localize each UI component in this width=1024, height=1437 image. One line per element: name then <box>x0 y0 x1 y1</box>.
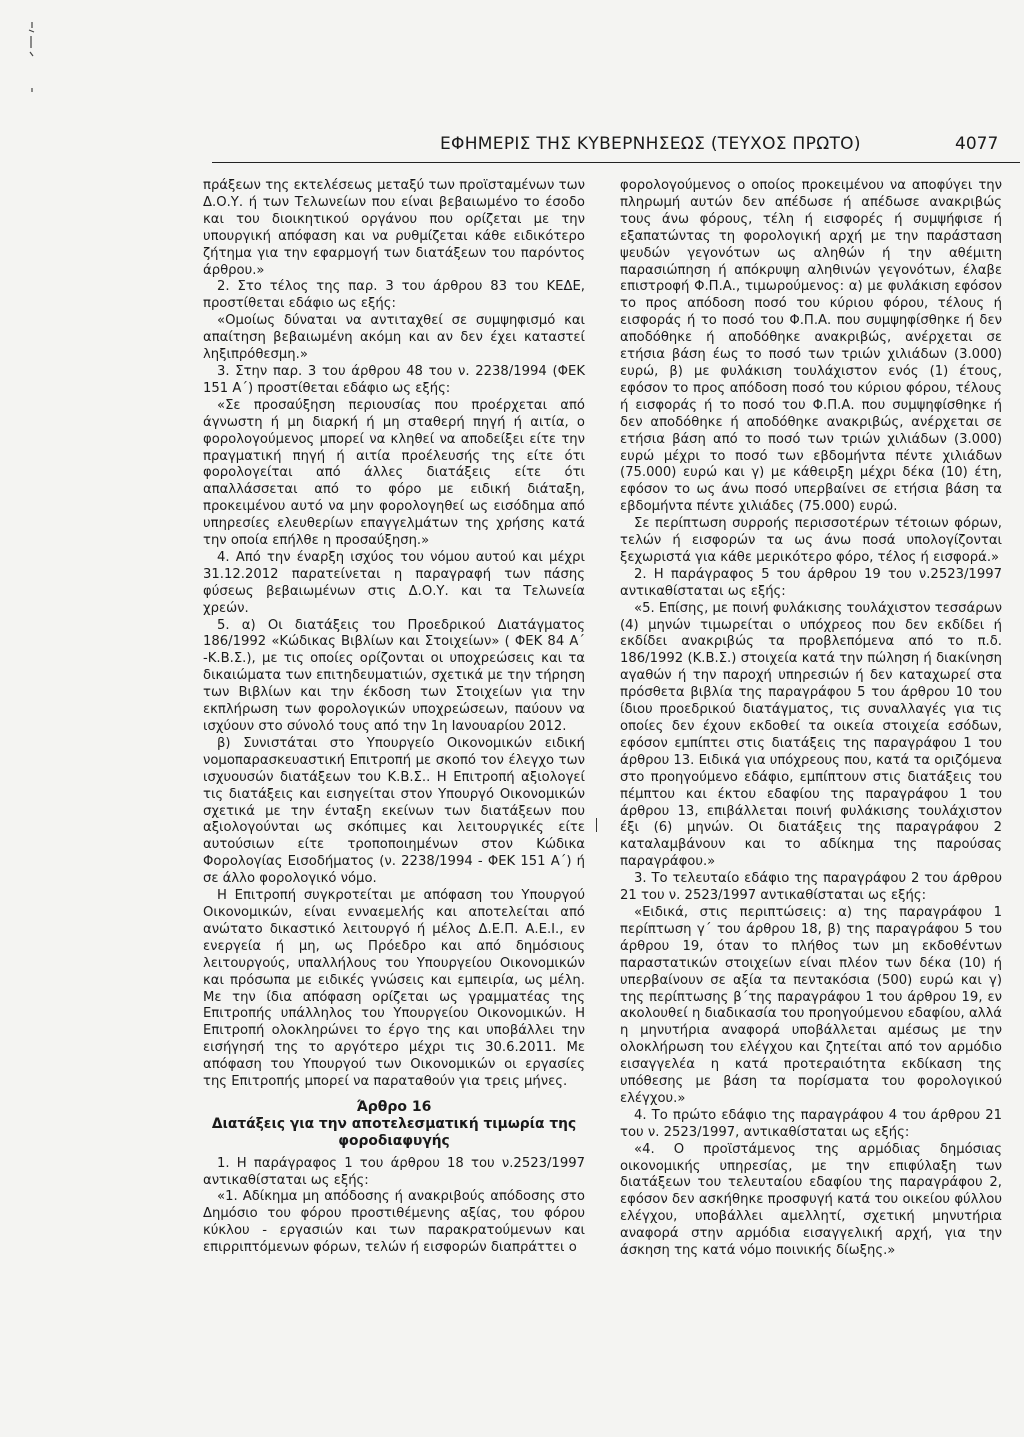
paragraph: 2. Η παράγραφος 5 του άρθρου 19 του ν.2523/1997 αντικαθίσταται ως εξής: <box>620 566 1002 599</box>
page-number: 4077 <box>955 134 999 154</box>
paragraph: 1. Η παράγραφος 1 του άρθρου 18 του ν.2523/1997 αντικαθίσταται ως εξής: <box>203 1155 585 1188</box>
article-heading: Διατάξεις για την αποτελεσματική τιμωρία της φοροδιαφυγής <box>211 1115 577 1149</box>
paragraph: «Ομοίως δύναται να αντιταχθεί σε συμψηφισμό και απαίτηση βεβαιωμένη ακόμη και αν δεν έχει καταστεί ληξιπρόθεσμη.» <box>203 313 585 363</box>
scan-mark-decoration <box>26 18 38 98</box>
margin-mark <box>596 818 597 832</box>
paragraph: «4. Ο προϊστάμενος της αρμόδιας δημόσιας οικονομικής υπηρεσίας, με την επιφύλαξη των διατάξεων του τελευταίου εδαφίου της παραγράφου 2, εφόσον δεν ασκήθηκε προσφυγή κατά του οικείου φύλλου ελέγχου, υποβάλλει αμελλητί, σχετική μηνυτήρια αναφορά στην αρμόδια εισαγγελική αρχή, για την άσκηση της κατά νόμο ποινικής δίωξης.» <box>620 1141 1002 1259</box>
paragraph: 2. Στο τέλος της παρ. 3 του άρθρου 83 του ΚΕΔΕ, προστίθεται εδάφιο ως εξής: <box>203 279 585 312</box>
paragraph: 3. Το τελευταίο εδάφιο της παραγράφου 2 του άρθρου 21 του ν. 2523/1997 αντικαθίσταται ως εξής: <box>620 871 1002 904</box>
paragraph: 4. Από την έναρξη ισχύος του νόμου αυτού και μέχρι 31.12.2012 παρατείνεται η παραγραφή των πάσης φύσεως βεβαιωμένων στις Δ.Ο.Υ. και τα Τελωνεία χρεών. <box>203 549 585 616</box>
page-header <box>0 128 1024 158</box>
paragraph: Η Επιτροπή συγκροτείται με απόφαση του Υπουργού Οικονομικών, είναι ενναεμελής και αποτελείται από ανώτατο δικαστικό λειτουργό ή μέλος Δ.Ε.Π. Α.Ε.Ι., εν ενεργεία ή μη, ως Πρόεδρο και από δημόσιους λειτουργούς, υπαλλήλους του Υπουργείου Οικονομικών και πρόσωπα με ειδικές γνώσεις και εμπειρία, ως μέλη. Με την ίδια απόφαση ορίζεται ως γραμματέας της Επιτροπής υπάλληλος του Υπουργείου Οικονομικών. Η Επιτροπή ολοκληρώνει το έργο της και υποβάλλει την εισήγησή της το αργότερο μέχρι τις 30.6.2011. Με απόφαση του Υπουργού των Οικονομικών οι εργασίες της Επιτροπής μπορεί να παραταθούν για τρεις μήνες. <box>203 888 585 1090</box>
paragraph: φορολογούμενος ο οποίος προκειμένου να αποφύγει την πληρωμή αυτών δεν απέδωσε ή απέδωσε ανακριβώς τους άνω φόρους, τέλη ή εισφορές ή συμψήφισε ή εξαπατώντας τη φορολογική αρχή με την παράσταση ψευδών γεγονότων ως αληθών ή την αθέμιτη παρασιώπηση ή απόκρυψη αληθινών γεγονότων, έλαβε επιστροφή Φ.Π.Α., τιμωρούμενος: α) με φυλάκιση εφόσον το προς απόδοση ποσό του κύριου φόρου, τέλους ή εισφοράς ή το ποσό του Φ.Π.Α. που συμψηφίσθηκε ή δεν αποδόθηκε ή αποδόθηκε ανακριβώς, ανέρχεται σε ετήσια βάση έως το ποσό των τριών χιλιάδων (3.000) ευρώ, β) με φυλάκιση τουλάχιστον ενός (1) έτους, εφόσον το προς απόδοση ποσό του κύριου φόρου, τέλους ή εισφοράς ή το ποσό του Φ.Π.Α. που συμψηφίσθηκε ή δεν αποδόθηκε ή αποδόθηκε ανακριβώς, ανέρχεται σε ετήσια βάση από το ποσό των τριών χιλιάδων (3.000) ευρώ μέχρι το ποσό των εβδομήντα πέντε χιλιάδων (75.000) ευρώ και γ) με κάθειρξη μέχρι δέκα (10) έτη, εφόσον το ως άνω ποσό υπερβαίνει σε ετήσια βάση τα εβδομήντα πέντε χιλιάδες (75.000) ευρώ. <box>620 178 1002 515</box>
paragraph: 3. Στην παρ. 3 του άρθρου 48 του ν. 2238/1994 (ΦΕΚ 151 Α΄) προστίθεται εδάφιο ως εξής: <box>203 363 585 396</box>
paragraph: «1. Αδίκημα μη απόδοσης ή ανακριβούς απόδοσης στο Δημόσιο του φόρου προστιθέμενης αξίας, του φόρου κύκλου - εργασιών και των παρακρατούμενων και επιρριπτόμενων φόρων, τελών ή εισφορών διαπράττει ο <box>203 1189 585 1256</box>
paragraph: β) Συνιστάται στο Υπουργείο Οικονομικών ειδική νομοπαρασκευαστική Επιτροπή με σκοπό τον έλεγχο των ισχυουσών διατάξεων του Κ.Β.Σ.. Η Επιτροπή αξιολογεί τις διατάξεις και εισηγείται στον Υπουργό Οικονομικών σχετικά με την ένταξη εκείνων των διατάξεων που αξιολογούνται ως σκόπιμες και λειτουργικές είτε αυτούσιων είτε τροποποιημένων στον Κώδικα Φορολογίας Εισοδήματος (ν. 2238/1994 - ΦΕΚ 151 Α΄) ή σε άλλο φορολογικό νόμο. <box>203 735 585 887</box>
article-number: Άρθρο 16 <box>356 1098 432 1115</box>
paragraph: «Ειδικά, στις περιπτώσεις: α) της παραγράφου 1 περίπτωση γ΄ του άρθρου 18, β) της παραγράφου 5 του άρθρου 19, όταν το πλήθος των μη εκδοθέντων παραστατικών στοιχείων είναι πλέον των δέκα (10) ή υπερβαίνουν σε αξία τα πεντακόσια (500) ευρώ και γ) της περίπτωσης β΄της παραγράφου 1 του άρθρου 19, εν ακολουθεί η διαδικασία του προηγούμενου εδαφίου, αλλά η μηνυτήρια αναφορά υποβάλλεται αμέσως με την ολοκλήρωση του ελέγχου και ζητείται από τον αρμόδιο εισαγγελέα η κατά προτεραιότητα εκδίκαση της υπόθεσης με βάση τα πορίσματα του φορολογικού ελέγχου.» <box>620 904 1002 1106</box>
paragraph: πράξεων της εκτελέσεως μεταξύ των προϊσταμένων των Δ.Ο.Υ. ή των Τελωνείων που είναι βεβαιωμένο το έσοδο και του διοικητικού οργάνου που ορίζεται με την υπουργική απόφαση και να ρυθμίζεται κάθε ειδικότερο ζήτημα για την εφαρμογή των διατάξεων του παρόντος άρθρου.» <box>203 178 585 278</box>
left-column <box>203 178 585 1257</box>
right-column <box>620 178 1002 1260</box>
paragraph: Σε περίπτωση συρροής περισσοτέρων τέτοιων φόρων, τελών ή εισφορών τα ως άνω ποσά υπολογίζονται ξεχωριστά για κάθε μερικότερο φόρο, τέλος ή εισφορά.» <box>620 516 1002 565</box>
paragraph: 4. Το πρώτο εδάφιο της παραγράφου 4 του άρθρου 21 του ν. 2523/1997, αντικαθίσταται ως εξής: <box>620 1107 1002 1140</box>
paragraph: «5. Επίσης, με ποινή φυλάκισης τουλάχιστον τεσσάρων (4) μηνών τιμωρείται ο υπόχρεος που δεν εκδίδει ή εκδίδει ανακριβώς τα προβλεπόμενα από το π.δ. 186/1992 (Κ.Β.Σ.) στοιχεία κατά την πώληση ή διακίνηση αγαθών ή την παροχή υπηρεσιών ή δεν καταχωρεί στα πρόσθετα βιβλία της παραγράφου 5 του άρθρου 10 του ίδιου προεδρικού διατάγματος, τις συναλλαγές για τις οποίες δεν έχουν εκδοθεί τα οικεία στοιχεία εσόδων, εφόσον εμπίπτει στις διατάξεις της παραγράφου 1 του άρθρου 13. Ειδικά για υπόχρεους που, κατά τα οριζόμενα στο προηγούμενο εδάφιο, εμπίπτουν στις διατάξεις του πέμπτου και έκτου εδαφίου της παραγράφου 1 του άρθρου 13, επιβάλλεται ποινή φυλάκισης τουλάχιστον έξι (6) μηνών. Οι διατάξεις της παραγράφου 2 καταλαμβάνουν και το αδίκημα της παρούσας παραγράφου.» <box>620 600 1002 870</box>
header-rule <box>212 162 1020 163</box>
article-heading-block <box>203 1099 585 1150</box>
paragraph: 5. α) Οι διατάξεις του Προεδρικού Διατάγματος 186/1992 «Κώδικας Βιβλίων και Στοιχείων» ( ΦΕΚ 84 Α΄ -Κ.Β.Σ.), με τις οποίες ορίζονται οι υποχρεώσεις και τα δικαιώματα των επιτηδευματιών, σχετικά με την τήρηση των Βιβλίων και την έκδοση των Στοιχείων για την εκπλήρωση των φορολογικών υποχρεώσεων, παύουν να ισχύουν στο σύνολό τους από την 1η Ιανουαρίου 2012. <box>203 617 585 734</box>
paragraph: «Σε προσαύξηση περιουσίας που προέρχεται από άγνωστη ή μη διαρκή ή μη σταθερή πηγή ή αιτία, ο φορολογούμενος μπορεί να κληθεί να αποδείξει είτε την πραγματική πηγή ή αιτία προέλευσής της είτε ότι φορολογείται από άλλες διατάξεις είτε ότι απαλλάσσεται από το φόρο με ειδική διάταξη, προκειμένου αυτό να μην φορολογηθεί ως εισόδημα από υπηρεσίες ελευθερίων επαγγελμάτων της χρήσης κατά την οποία επήλθε η προσαύξηση.» <box>203 397 585 549</box>
gazette-title: ΕΦΗΜΕΡΙΣ ΤΗΣ ΚΥΒΕΡΝΗΣΕΩΣ (ΤΕΥΧΟΣ ΠΡΩΤΟ) <box>440 134 861 154</box>
